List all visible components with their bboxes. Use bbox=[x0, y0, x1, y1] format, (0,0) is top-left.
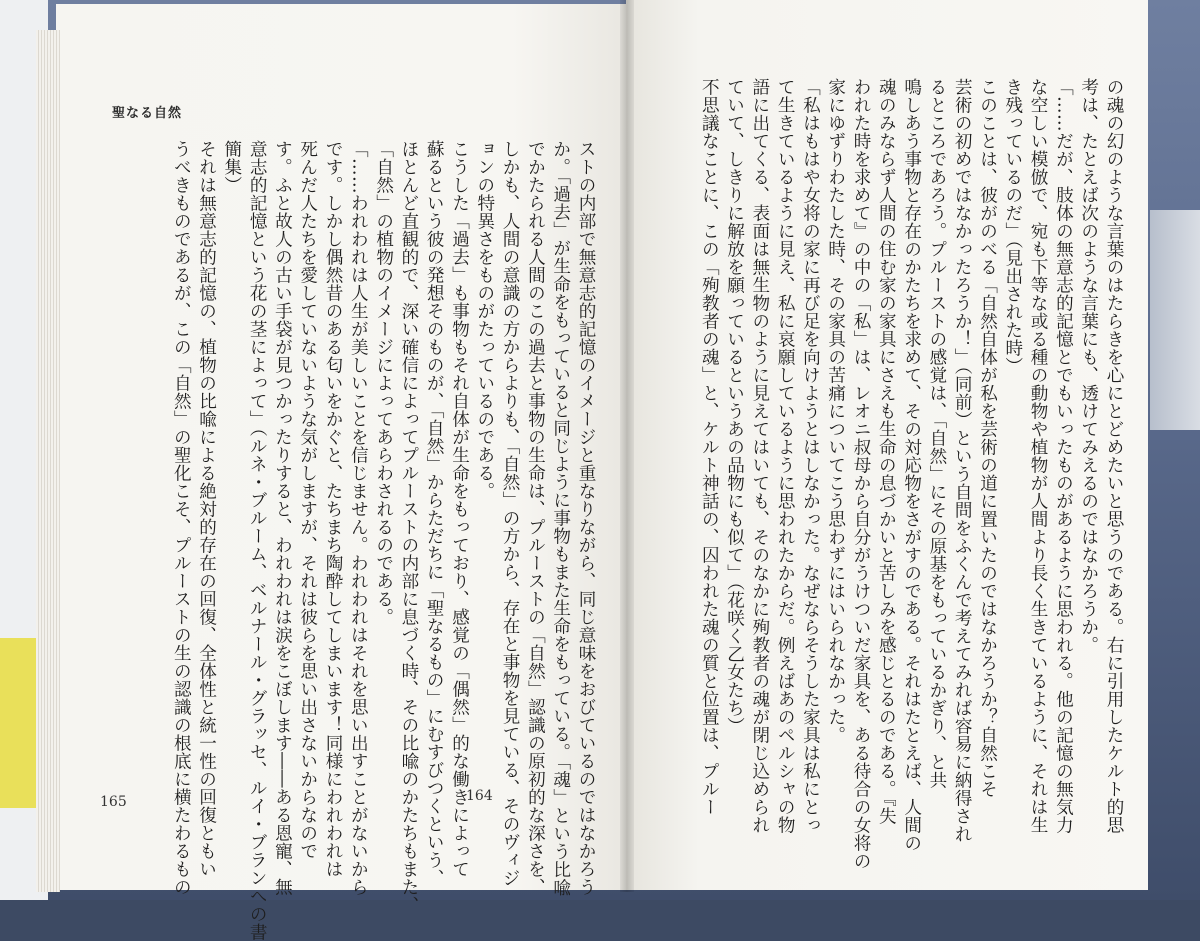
text-line: です。しかし偶然昔のある匂いをかぐと、たちまち陶酔してしまいます！同様にわれわれは bbox=[323, 140, 344, 878]
text-line: ストの内部で無意志的記憶のイメージと重なりながら、同じ意味をおびているのではなかろう bbox=[576, 140, 596, 896]
text-line: それは無意志的記憶の、植物の比喩による絶対的存在の回復、全体性と統一性の回復ともい bbox=[196, 140, 217, 878]
book-gutter bbox=[620, 0, 634, 892]
text-line: るところであろう。プルーストの感覚は、「自然」にその原基をもっているかぎり、と共 bbox=[926, 78, 947, 790]
right-page-text bbox=[666, 78, 1126, 870]
running-head: 聖なる自然 bbox=[112, 106, 183, 121]
text-line: しかも、人間の意識の方からよりも、「自然」の方から、存在と事物を見ている、そのヴィジ bbox=[500, 140, 521, 888]
text-line: て生きているように見え、私に哀願しているように思われたからだ。例えばあのペルシャの物 bbox=[775, 78, 796, 834]
text-line: われた時を求めて』の中の「私」は、レオニ叔母から自分がうけついだ家具を、ある待合の女将の bbox=[851, 78, 872, 870]
book-spine-right bbox=[1150, 210, 1200, 430]
text-line: 蘇るという彼の発想そのものが、「自然」からただちに「聖なるもの」にむすびつくという、 bbox=[424, 140, 445, 888]
text-line: ていて、しきりに解放を願っているというあの品物にも似て」（花咲く乙女たち） bbox=[724, 78, 745, 736]
text-line: こうした「過去」も事物もそれ自体が生命をもっており、感覚の「偶然」的な働きによって bbox=[449, 140, 470, 878]
text-line: 死んだ人たちを愛していないような気がしますが、それは彼らを思い出さないからなので bbox=[297, 140, 318, 860]
text-line: うべきものであるが、この「自然」の聖化こそ、プルーストの生の認識の根底に横たわるもの bbox=[171, 140, 192, 896]
text-line: ョンの特異さをものがたっているのである。 bbox=[474, 140, 495, 500]
text-line: 「私はもはや女将の家に再び足を向けようとはしなかった。なぜならそうした家具は私にとっ bbox=[800, 78, 821, 834]
text-line: き残っているのだ」（見出された時） bbox=[1002, 78, 1023, 376]
text-line: 考は、たとえば次のような言葉にも、透けてみえるのではなかろうか。 bbox=[1078, 78, 1099, 654]
text-line: 魂のみならず人間の住む家の家具にさえも生命の息づかいと苦しみを感じとるのである。『失 bbox=[876, 78, 897, 826]
text-line: 家にゆずりわたした時、その家具の苦痛についてこう思わずにはいられなかった。 bbox=[825, 78, 846, 744]
text-line: 不思議なことに、この「殉教者の魂」と、ケルト神話の、囚われた魂の質と位置は、プルー bbox=[699, 78, 720, 816]
text-line: 「自然」の植物のイメージによってあらわされるのである。 bbox=[373, 140, 394, 626]
text-line: 「……われわれは人生が美しいことを信じません。われわれはそれを思い出すことがないから bbox=[348, 140, 369, 896]
cover-yellow-band bbox=[0, 638, 40, 808]
text-line: 鳴しあう事物と存在のかたちを求めて、その対応物をさがすのである。それはたとえば、人間の bbox=[901, 78, 922, 852]
left-page-number: 165 bbox=[100, 794, 127, 810]
text-line: す。ふと故人の古い手袋が見つかったりすると、われわれは涙をこぼします――ある恩寵、無 bbox=[272, 140, 293, 896]
text-line: 「……だが、肢体の無意志的記憶とでもいったものがあるように思われる。他の記憶の無気力 bbox=[1053, 78, 1074, 834]
text-line: このことは、彼がのべる「自然自体が私を芸術の道に置いたのではなかろうか？自然こそ bbox=[977, 78, 998, 798]
text-line: 芸術の初めではなかったろうか！」（同前）という自問をふくんで考えてみれば容易に納得され bbox=[952, 78, 973, 844]
page-stack-edge bbox=[36, 30, 60, 892]
text-line: な空しい模倣で、宛も下等な或る種の動物や植物が人間より長く生きているように、それは生 bbox=[1028, 78, 1049, 834]
text-line: か。「過去」が生命をもっていると同じように事物もまた生命をもっている。「魂」という比喩 bbox=[550, 140, 571, 897]
text-line: 簡集） bbox=[221, 140, 242, 194]
text-line: でかたられる人間のこの過去と事物の生命は、プルーストの「自然」認識の原初的な深さを、 bbox=[525, 140, 546, 896]
text-line: の魂の幻のような言葉のはたらきを心にとどめたいと思うのである。右に引用したケルト的思 bbox=[1104, 78, 1124, 834]
text-line: ほとんど直観的で、深い確信によってプルーストの内部に息づく時、その比喩のかたちもまた、 bbox=[398, 140, 419, 914]
text-line: 語に出てくる、表面は無生物のように見えてはいても、そのなかに殉教者の魂が閉じ込められ bbox=[749, 78, 770, 834]
text-line: 意志的記憶という花の茎によって」（ルネ・ブルーム、ベルナール・グラッセ、ルイ・ブランへの書 bbox=[247, 140, 268, 941]
right-page-number: 164 bbox=[466, 788, 493, 804]
